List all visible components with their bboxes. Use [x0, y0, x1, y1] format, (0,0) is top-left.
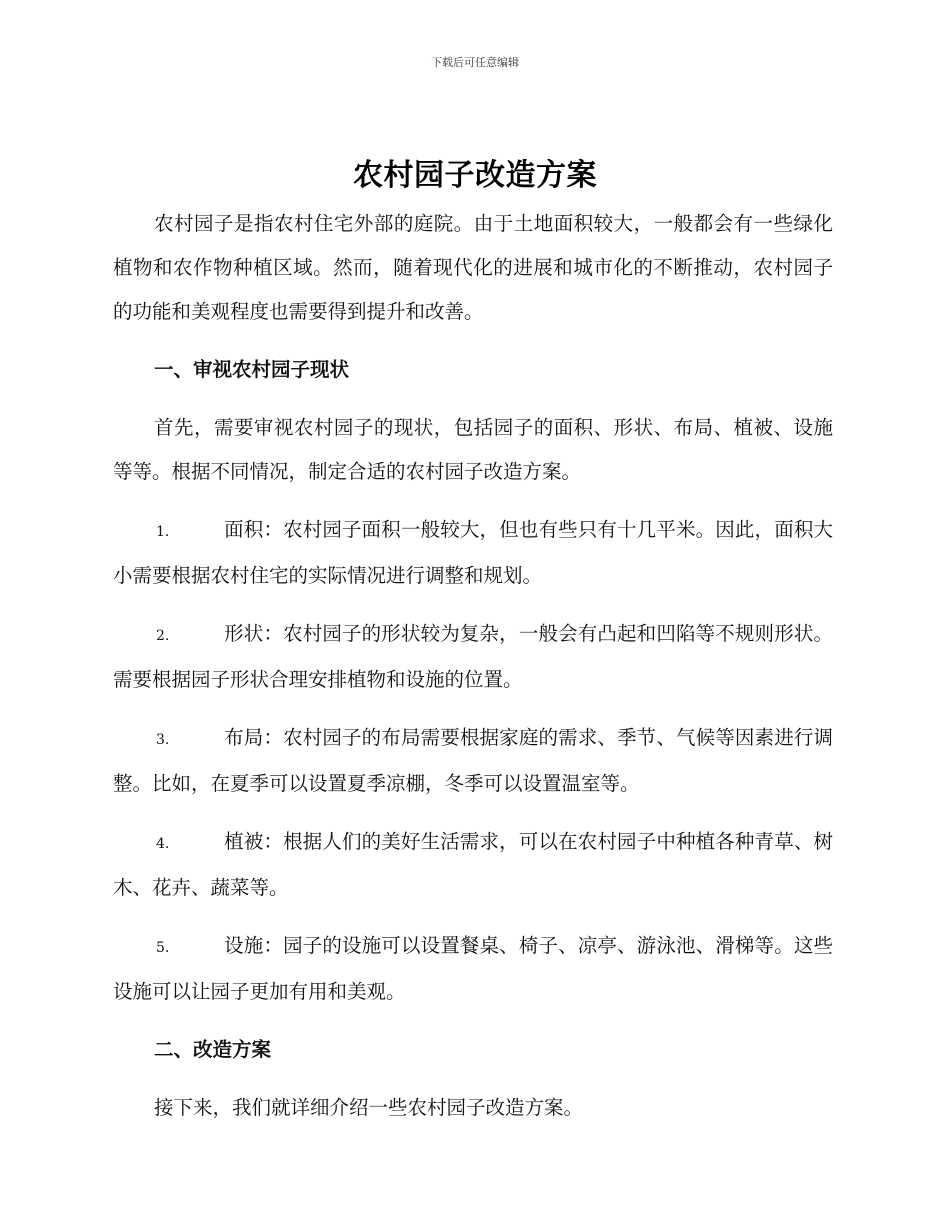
- document-body: [113, 202, 833, 1130]
- list-item: [113, 716, 833, 806]
- list-item-number: 4.: [156, 836, 170, 852]
- section2-paragraph: 接下来，我们就详细介绍一些农村园子改造方案。: [154, 1096, 584, 1119]
- section1-paragraph: 首先，需要审视农村园子的现状，包括园子的面积、形状、布局、植被、设施等等。根据不同情况，制定合适的农村园子改造方案。: [113, 416, 833, 483]
- document-title: 农村园子改造方案: [353, 158, 597, 193]
- list-item-text: 形状：农村园子的形状较为复杂，一般会有凸起和凹陷等不规则形状。需要根据园子形状合理安排植物和设施的位置。: [113, 622, 833, 691]
- list-item: [113, 612, 833, 702]
- list-item-number: 5.: [156, 940, 170, 956]
- list-item-text: 布局：农村园子的布局需要根据家庭的需求、季节、气候等因素进行调整。比如，在夏季可以设置夏季凉棚，冬季可以设置温室等。: [113, 726, 833, 795]
- list-item-text: 设施：园子的设施可以设置餐桌、椅子、凉亭、游泳池、滑梯等。这些设施可以让园子更加有用和美观。: [113, 934, 833, 1003]
- list-item-number: 3.: [156, 732, 170, 748]
- list-item-number: 2.: [156, 628, 170, 644]
- intro-paragraph: 农村园子是指农村住宅外部的庭院。由于土地面积较大，一般都会有一些绿化植物和农作物种植区域。然而，随着现代化的进展和城市化的不断推动，农村园子的功能和美观程度也需要得到提升和改善。: [113, 212, 833, 323]
- header-note: 下载后可任意编辑: [431, 56, 519, 69]
- section1-heading: 一、审视农村园子现状: [154, 358, 350, 381]
- list-item-number: 1.: [156, 524, 170, 540]
- list-item-text: 植被：根据人们的美好生活需求，可以在农村园子中种植各种青草、树木、花卉、蔬菜等。: [113, 830, 833, 899]
- list-item: [113, 508, 833, 598]
- list-item: [113, 924, 833, 1014]
- section2-heading: 二、改造方案: [154, 1038, 272, 1061]
- list-item-text: 面积：农村园子面积一般较大，但也有些只有十几平米。因此，面积大小需要根据农村住宅的实际情况进行调整和规划。: [113, 518, 833, 587]
- list-item: [113, 820, 833, 910]
